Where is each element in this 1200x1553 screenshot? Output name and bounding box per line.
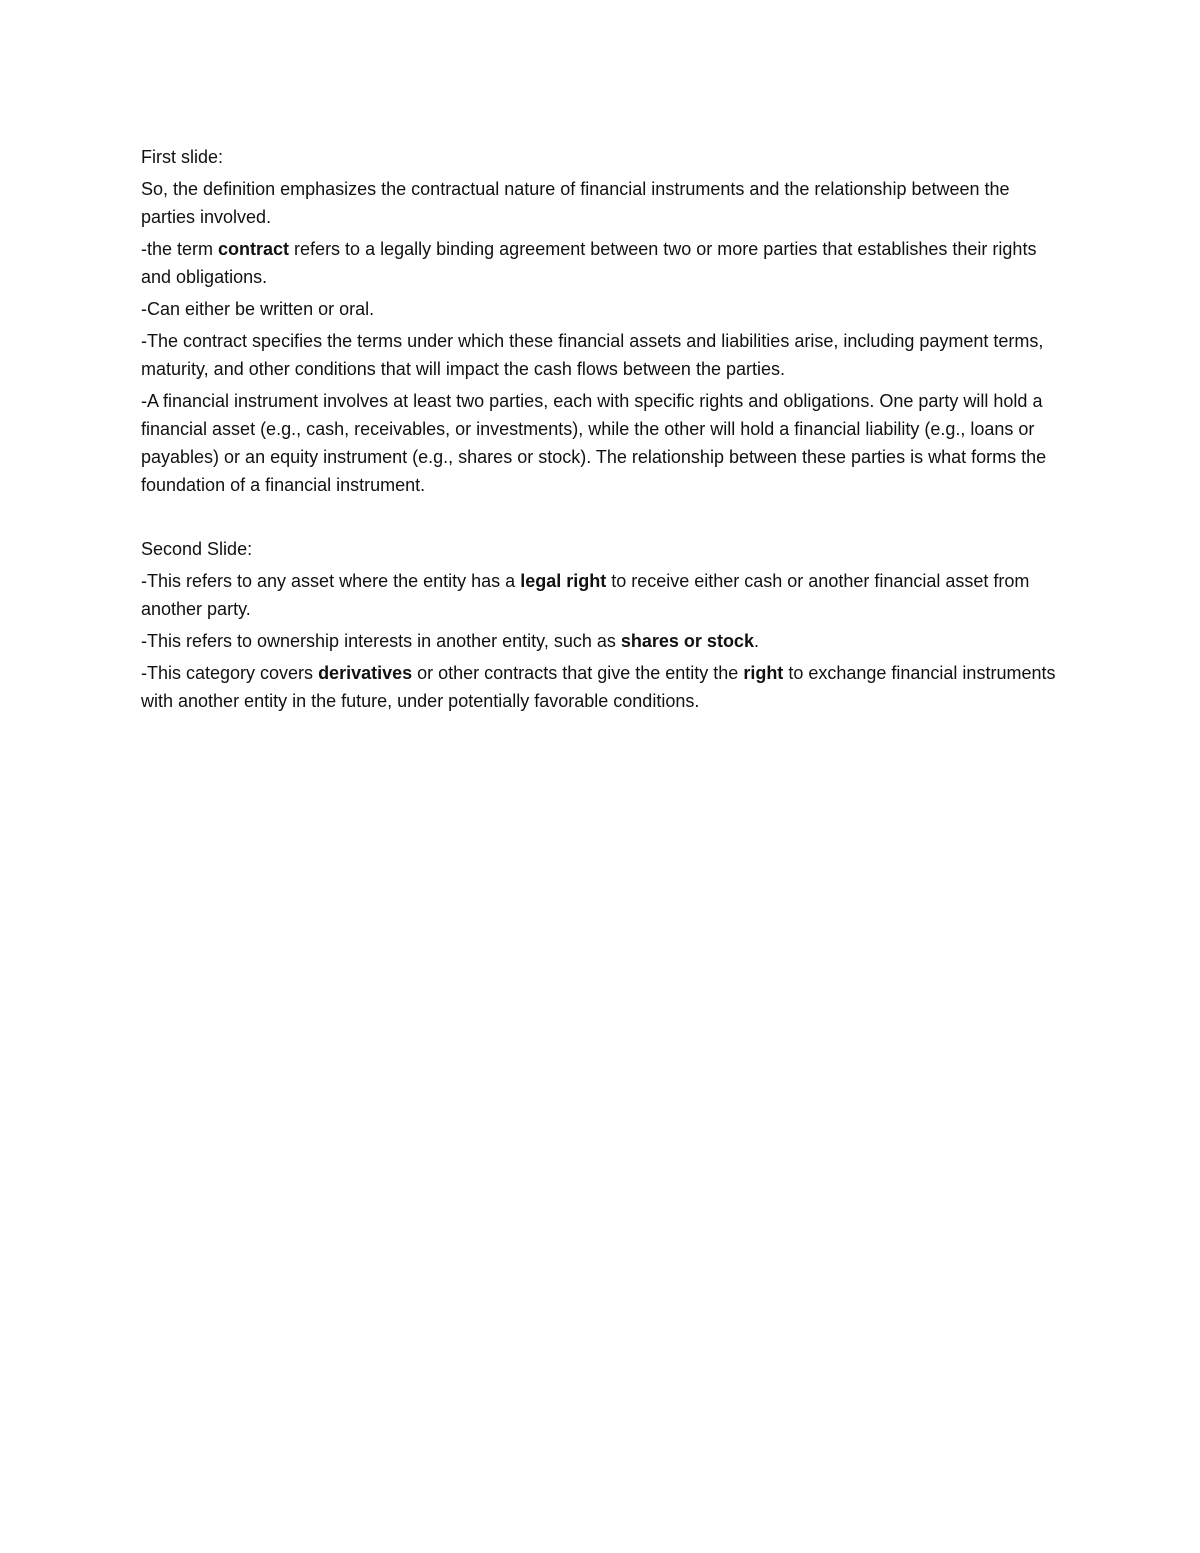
paragraph-ownership-interests [141,627,1061,655]
section-heading-second-slide: Second Slide: [141,539,253,559]
emphasis-contract: contract [218,239,290,259]
paragraph-text: to receive either cash or another financial asset from another party. [141,571,1030,619]
paragraph-text: -Can either be written or oral. [141,299,375,319]
paragraph-text: -A financial instrument involves at least two parties, each with specific rights and obligations. One party will hold a financial asset (e.g., cash, receivables, or investments), while the other will hold a financial liability (e.g., loans or payables) or an equity instrument (e.g., shares or stock). The relationship between these parties is what forms the foundation of a financial instrument. [141,391,1047,495]
emphasis-derivatives: derivatives [318,663,413,683]
paragraph-written-or-oral [141,295,1061,323]
paragraph-two-parties [141,387,1061,499]
paragraph-text: to exchange financial instruments with another entity in the future, under potentially favorable conditions. [141,663,1056,711]
section-spacer [141,503,1061,535]
emphasis-legal-right: legal right [520,571,607,591]
paragraph-contract-term [141,235,1061,291]
document-body [141,143,1061,719]
paragraph-text: -the term [141,239,219,259]
emphasis-right: right [743,663,784,683]
paragraph-text: -The contract specifies the terms under which these financial assets and liabilities arise, including payment terms, maturity, and other conditions that will impact the cash flows between the parties. [141,331,1044,379]
paragraph-definition-summary [141,175,1061,231]
paragraph-text: . [753,631,759,651]
paragraph-text: -This refers to ownership interests in another entity, such as [141,631,621,651]
emphasis-shares-or-stock: shares or stock [620,631,754,651]
paragraph-text: -This category covers [141,663,319,683]
paragraph-text: So, the definition emphasizes the contractual nature of financial instruments and the relationship between the parties involved. [141,179,1010,227]
paragraph-derivatives [141,659,1061,715]
paragraph-financial-asset [141,567,1061,623]
paragraph-text: or other contracts that give the entity the [412,663,744,683]
paragraph-text: refers to a legally binding agreement between two or more parties that establishes their rights and obligations. [141,239,1037,287]
paragraph-text: -This refers to any asset where the entity has a [141,571,521,591]
paragraph-contract-terms [141,327,1061,383]
section-heading-first-slide: First slide: [141,147,224,167]
